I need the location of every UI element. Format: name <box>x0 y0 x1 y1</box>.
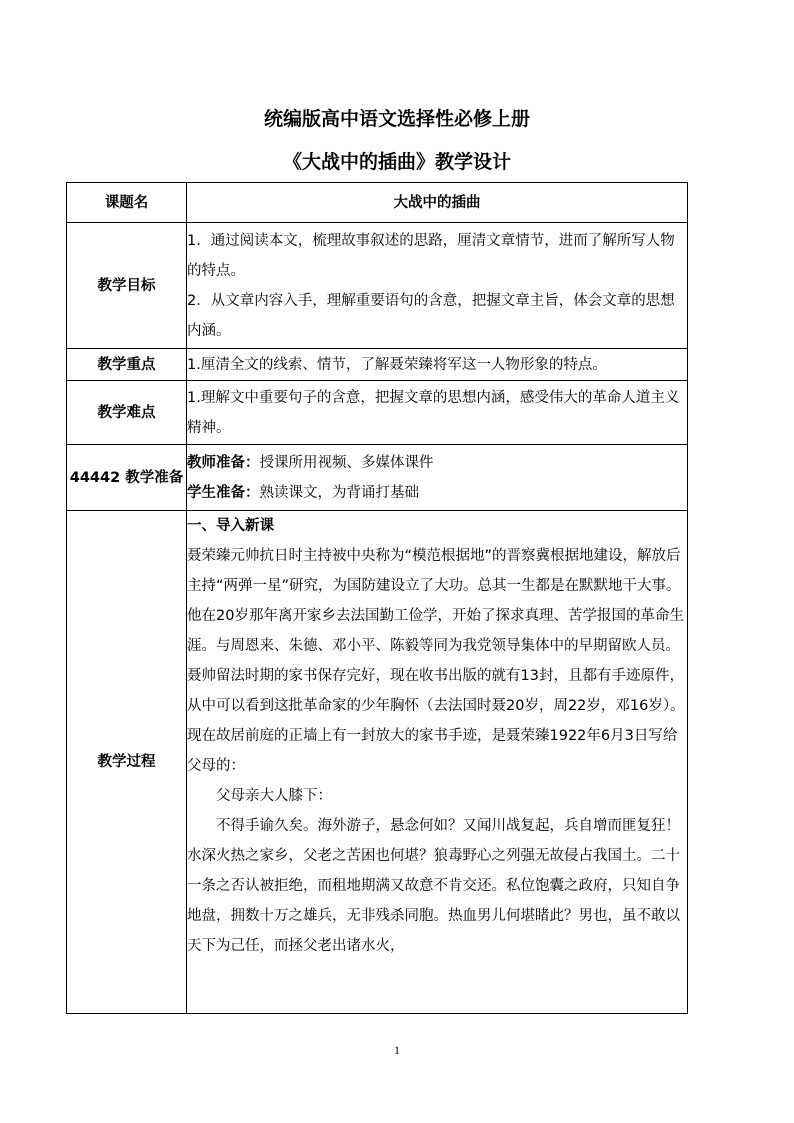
label-prep: 44442 教学准备 <box>67 445 187 511</box>
label-topic: 课题名 <box>67 183 187 223</box>
teacher-prep-label: 教师准备： <box>187 454 260 471</box>
teacher-prep-text: 授课所用视频、多媒体课件 <box>259 454 434 471</box>
intro-paragraph: 聂荣臻元帅抗日时主持被中央称为“模范根据地”的晋察冀根据地建设，解放后主持“两弹一星”研究，为国防建设立了大功。总其一生都是在默默地干大事。他在20岁那年离开家乡去法国勤工俭学，开始了探求真理、苦学报国的革命生涯。与周恩来、朱德、邓小平、陈毅等同为我党领导集体中的早期留欧人员。聂帅留法时期的家书保存完好，现在收书出版的就有13封，且都有手迹原件，从中可以看到这批革命家的少年胸怀（去法国时聂20岁，周22岁，邓16岁）。现在故居前庭的正墙上有一封放大的家书手迹，是聂荣臻1922年6月3日写给父母的： <box>187 548 685 774</box>
value-process <box>187 511 688 1014</box>
label-focus: 教学重点 <box>67 349 187 381</box>
row-topic <box>67 183 688 223</box>
student-prep-text: 熟读课文，为背诵打基础 <box>259 484 419 501</box>
label-process: 教学过程 <box>67 511 187 1014</box>
label-difficulty: 教学难点 <box>67 381 187 445</box>
value-focus: 1.厘清全文的线索、情节，了解聂荣臻将军这一人物形象的特点。 <box>187 349 688 381</box>
row-difficulty <box>67 381 688 445</box>
document-subtitle: 《大战中的插曲》教学设计 <box>282 151 511 173</box>
student-prep <box>187 478 687 508</box>
goal-item-2: 2．从文章内容入手，理解重要语句的含意，把握文章主旨，体会文章的思想内涵。 <box>187 292 675 339</box>
goal-item-1: 1．通过阅读本文，梳理故事叙述的思路，厘清文章情节，进而了解所写人物的特点。 <box>187 232 675 279</box>
student-prep-label: 学生准备： <box>187 484 260 501</box>
row-focus <box>67 349 688 381</box>
label-goals: 教学目标 <box>67 223 187 349</box>
row-process <box>67 511 688 1014</box>
value-goals <box>187 223 688 349</box>
page-number: 1 <box>394 1043 400 1057</box>
row-prep <box>67 445 688 511</box>
document-title: 统编版高中语文选择性必修上册 <box>263 108 530 130</box>
teacher-prep <box>187 448 687 478</box>
value-prep <box>187 445 688 511</box>
letter-body: 不得手谕久矣。海外游子，悬念何如？又闻川战复起，兵自增而匪复狂！水深火热之家乡，父老之苦困也何堪？狼毒野心之列强无故侵占我国土。二十一条之否认被拒绝，而租地期满又故意不肯交还。私位饱囊之政府，只知自争地盘，拥数十万之雄兵，无非残杀同胞。热血男儿何堪睹此？男也，虽不敢以天下为己任，而拯父老出诸水火， <box>187 818 680 954</box>
value-topic: 大战中的插曲 <box>187 183 688 223</box>
section-title: 一、导入新课 <box>187 518 274 534</box>
value-difficulty: 1.理解文中重要句子的含意，把握文章的思想内涵，感受伟大的革命人道主义精神。 <box>187 381 688 445</box>
letter-salutation: 父母亲大人膝下： <box>216 788 332 804</box>
lesson-plan-table <box>66 182 688 1014</box>
row-goals <box>67 223 688 349</box>
